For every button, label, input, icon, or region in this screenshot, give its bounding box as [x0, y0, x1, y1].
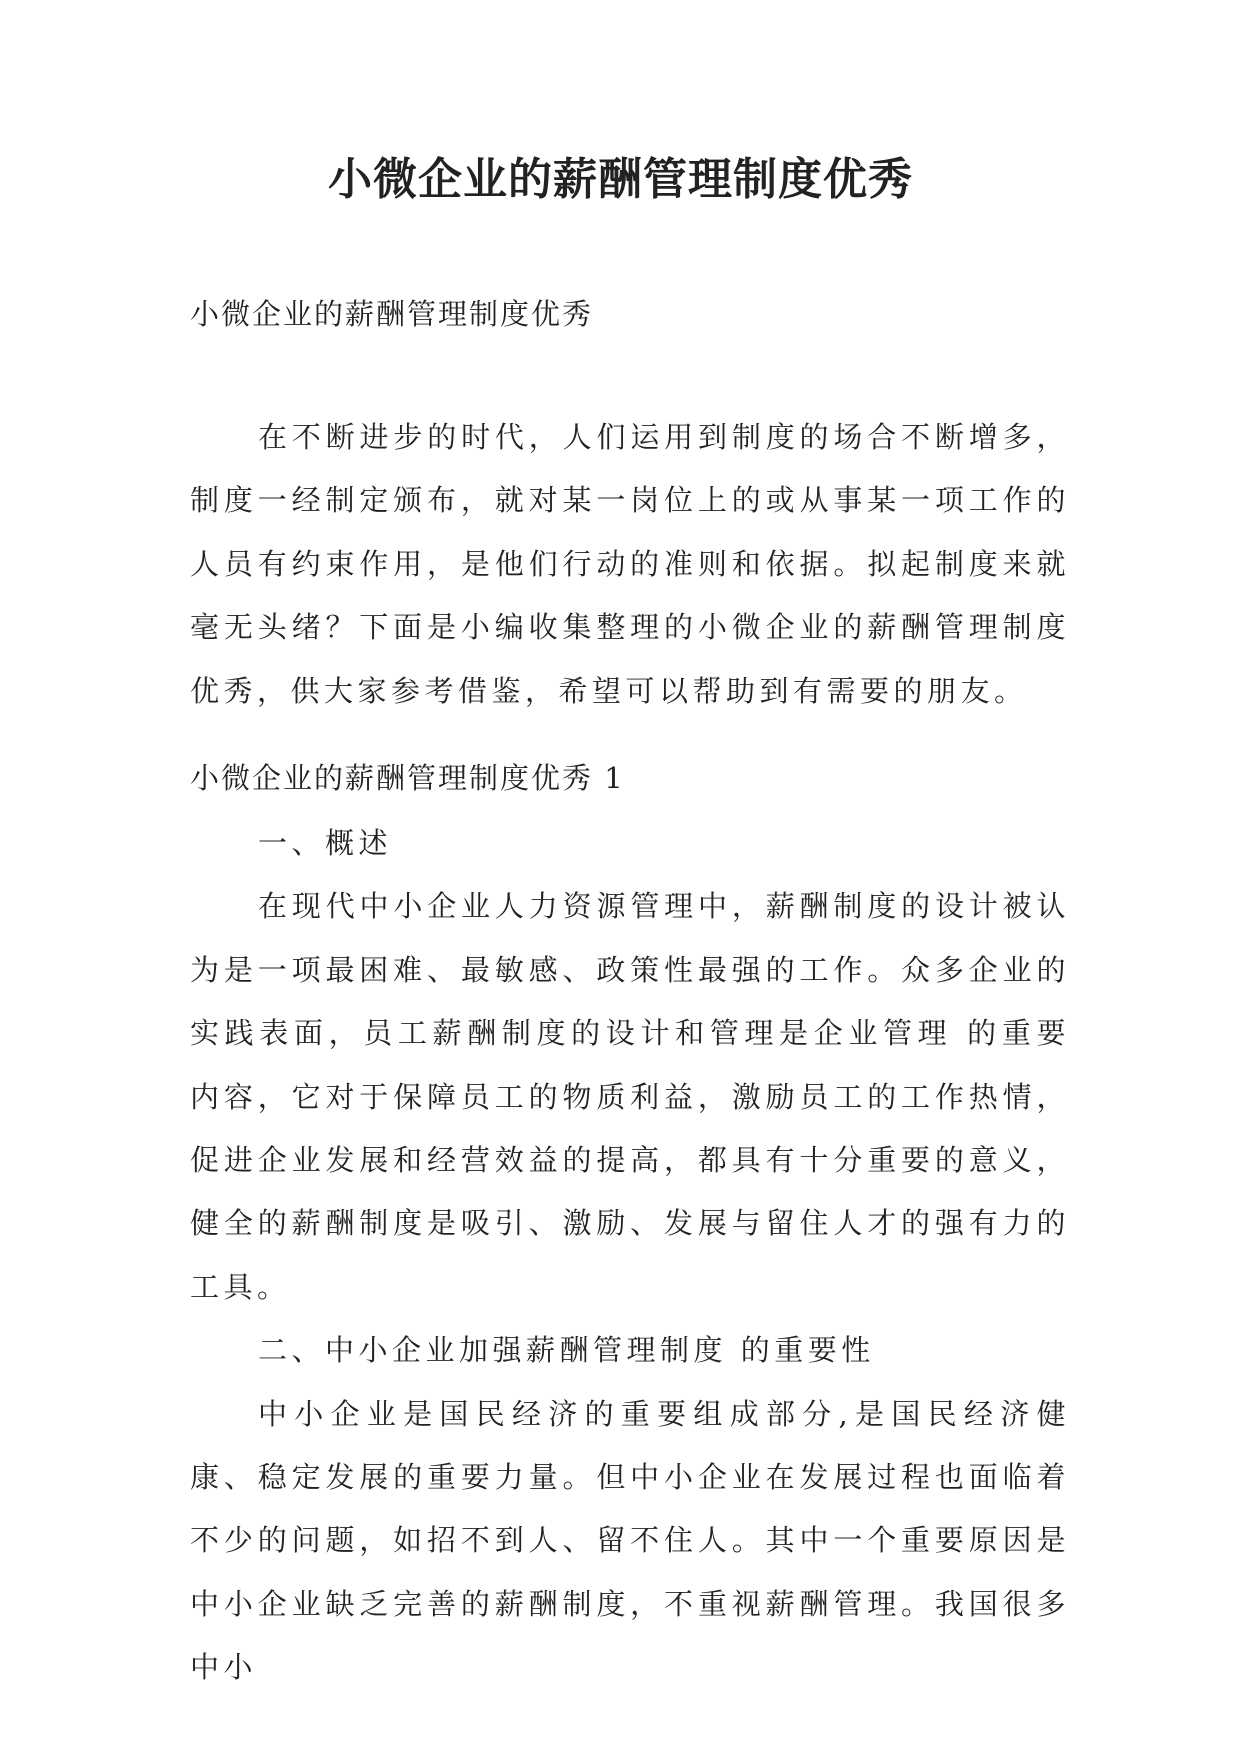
document-subtitle: 小微企业的薪酬管理制度优秀 — [190, 297, 594, 331]
intro-paragraph: 在不断进步的时代，人们运用到制度的场合不断增多，制度一经制定颁布，就对某一岗位上的或从事某一项工作的人员有约束作用，是他们行动的准则和依据。拟起制度来就毫无头绪？下面是小编收集整理的小微企业的薪酬管理制度优秀，供大家参考借鉴，希望可以帮助到有需要的朋友。 — [190, 420, 1070, 708]
overview-heading: 一、概述 — [258, 826, 393, 860]
importance-paragraph: 中小企业是国民经济的重要组成部分,是国民经济健康、稳定发展的重要力量。但中小企业在发展过程也面临着不少的问题，如招不到人、留不住人。其中一个重要原因是中小企业缺乏完善的薪酬制度，不重视薪酬管理。我国很多中小 — [190, 1396, 1070, 1685]
section-heading: 小微企业的薪酬管理制度优秀 1 — [190, 761, 625, 795]
overview-paragraph: 在现代中小企业人力资源管理中，薪酬制度的设计被认为是一项最困难、最敏感、政策性最强的工作。众多企业的实践表面，员工薪酬制度的设计和管理是企业管理 的重要内容，它对于保障员工的物质利益，激励员工的工作热情，促进企业发展和经营效益的提高，都具有十分重要的意义，健全的薪酬制度是吸引、激励、发展与留住人才的强有力的工具。 — [190, 889, 1070, 1304]
importance-heading: 二、中小企业加强薪酬管理制度 的重要性 — [258, 1333, 875, 1368]
document-title: 小微企业的薪酬管理制度优秀 — [328, 154, 913, 205]
section-body — [190, 812, 1070, 1700]
